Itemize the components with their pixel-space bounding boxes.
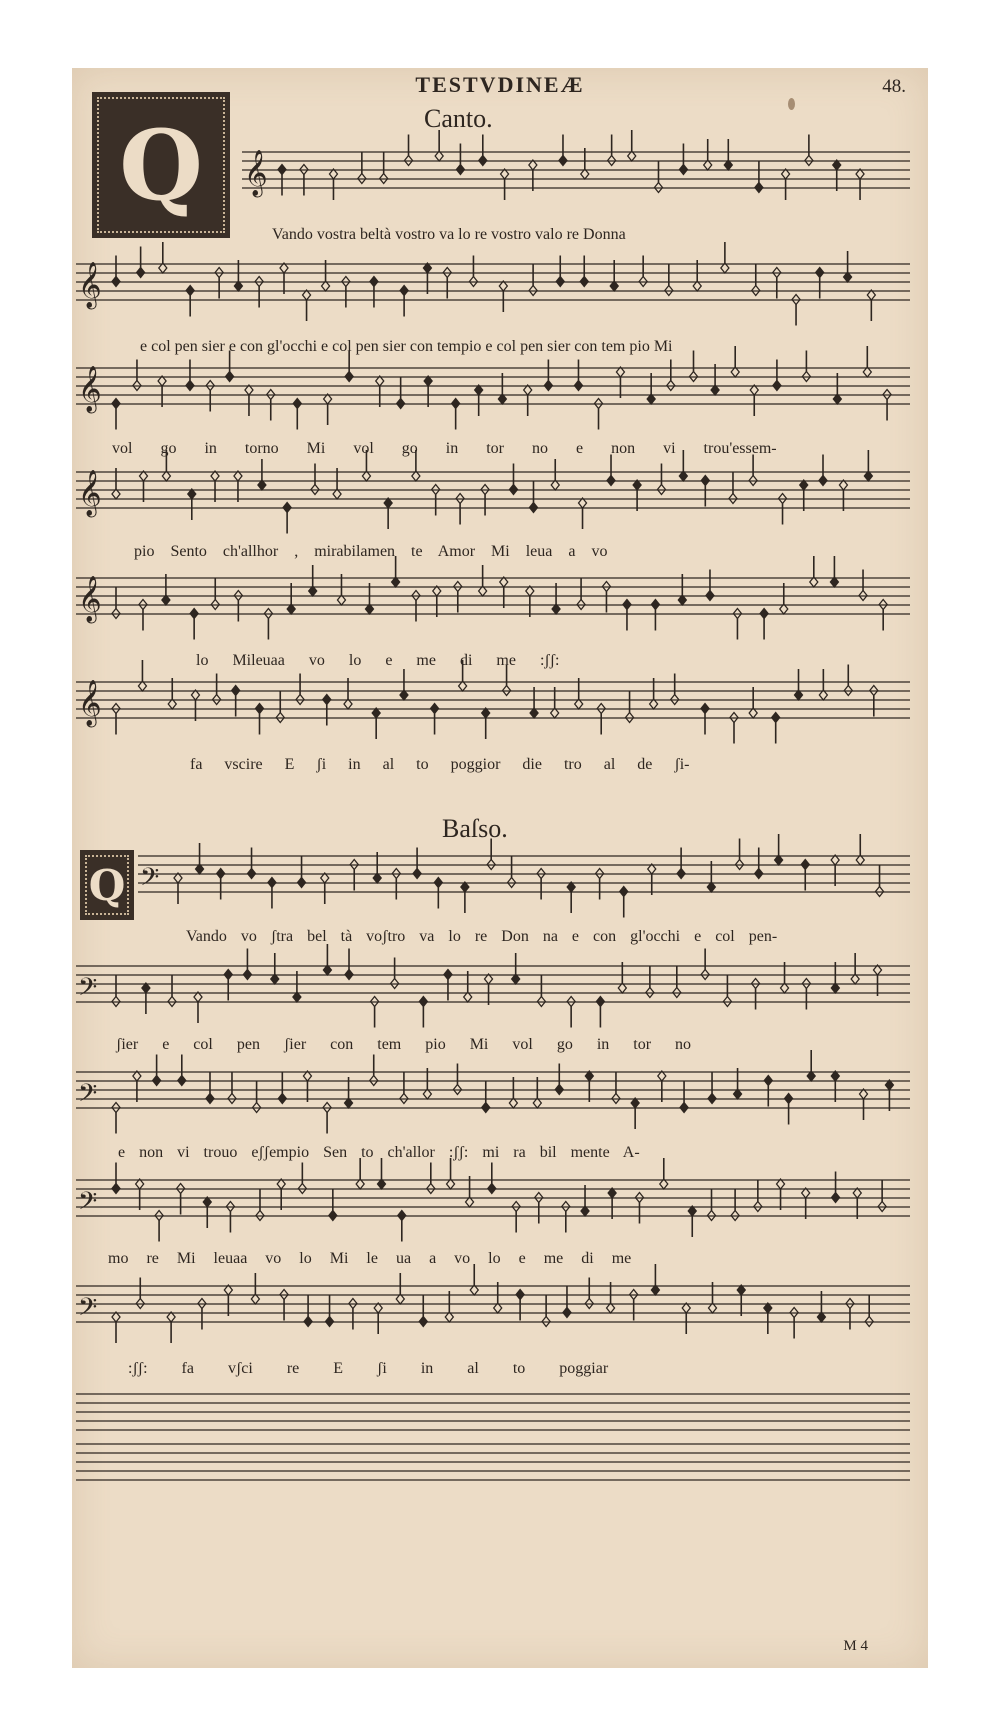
note-head [819, 476, 827, 486]
note-head [232, 686, 240, 696]
note-head [178, 1076, 186, 1086]
note-head [677, 869, 685, 879]
bass-clef-icon: 𝄢 [140, 863, 160, 898]
note-head [623, 600, 631, 610]
note-head [452, 399, 460, 409]
note-head [345, 970, 353, 980]
note-head [760, 609, 768, 619]
note-head [323, 695, 331, 705]
staff [76, 556, 910, 640]
note-head [256, 704, 264, 714]
staff [76, 944, 910, 1028]
note-head [226, 372, 234, 382]
note-head [772, 713, 780, 723]
note-head [431, 704, 439, 714]
note-head [112, 277, 120, 287]
note-head [832, 1193, 840, 1203]
note-head [651, 600, 659, 610]
staff [76, 450, 910, 534]
note-head [580, 277, 588, 287]
music-staves [72, 68, 928, 1668]
treble-clef-icon: 𝄞 [78, 470, 102, 516]
note-head [186, 286, 194, 296]
note-head [293, 399, 301, 409]
note-head [278, 165, 286, 175]
staff [76, 346, 910, 430]
note-head [556, 277, 564, 287]
note-head [620, 887, 628, 897]
staff [76, 1158, 910, 1242]
note-head [701, 476, 709, 486]
note-head [444, 970, 452, 980]
lyric-text: e non vi trouo eʃʃempio Sen to ch'allor :ʃʃ: mi ra bil mente A- [118, 1144, 640, 1161]
treble-clef-icon: 𝄞 [78, 262, 102, 308]
note-head [243, 970, 251, 980]
lyric-text: lo Mileuaa vo lo e me di me :ʃʃ: [196, 652, 560, 669]
note-head [326, 1317, 334, 1327]
treble-clef-icon: 𝄞 [244, 150, 268, 196]
note-head [298, 878, 306, 888]
note-head [397, 399, 405, 409]
note-head [153, 1076, 161, 1086]
note-head [607, 476, 615, 486]
staff [76, 1050, 910, 1134]
note-head [413, 869, 421, 879]
staff [76, 242, 910, 326]
note-head [304, 1317, 312, 1327]
note-head [706, 591, 714, 601]
note-head [224, 970, 232, 980]
note-head [516, 1290, 524, 1300]
note-head [370, 277, 378, 287]
note-head [773, 381, 781, 391]
note-head [785, 1094, 793, 1104]
note-head [555, 1085, 563, 1095]
bass-clef-icon: 𝄢 [78, 1187, 98, 1222]
note-head [563, 1308, 571, 1318]
staff [242, 130, 910, 200]
treble-clef-icon: 𝄞 [78, 680, 102, 726]
running-title: TESTVDINEÆ [415, 72, 585, 97]
note-head [283, 503, 291, 513]
note-head [398, 1211, 406, 1221]
note-head [190, 609, 198, 619]
note-head [137, 268, 145, 278]
note-head [345, 372, 353, 382]
note-head [596, 997, 604, 1007]
staff [76, 1444, 910, 1480]
note-head [217, 869, 225, 879]
bass-clef-icon: 𝄢 [78, 973, 98, 1008]
note-head [419, 997, 427, 1007]
note-head [278, 1094, 286, 1104]
signature-mark: M 4 [843, 1638, 868, 1654]
lyric-text: pio Sento ch'allhor , mirabilamen te Amor Mi leua a vo [134, 543, 608, 560]
canto-initial-letter: Q [119, 108, 203, 222]
lyric-text: vol go in torno Mi vol go in tor no e non vi trou'essem- [112, 440, 777, 457]
note-head [679, 165, 687, 175]
lyric-text: fa vscire E ʃi in al to poggior die tro al de ʃi- [190, 756, 690, 773]
note-head [708, 1094, 716, 1104]
basso-title: Baſso. [442, 814, 508, 843]
lyric-text: Vando vo ʃtra bel tà voʃtro va lo re Don na e con gl'occhi e col pen- [186, 928, 778, 945]
treble-clef-icon: 𝄞 [78, 576, 102, 622]
staff [138, 834, 910, 918]
note-head [701, 704, 709, 714]
lyric-text: e col pen sier e con gl'occhi e col pen sier con tempio e col pen sier con tem pio Mi [140, 338, 673, 355]
note-head [482, 1103, 490, 1113]
note-head [419, 1317, 427, 1327]
staff [76, 1394, 910, 1430]
treble-clef-icon: 𝄞 [78, 366, 102, 412]
note-head [329, 1211, 337, 1221]
note-head [680, 1103, 688, 1113]
staff [76, 1264, 910, 1343]
note-head [206, 1094, 214, 1104]
bass-clef-icon: 𝄢 [78, 1293, 98, 1328]
note-head [456, 165, 464, 175]
note-head [755, 869, 763, 879]
note-head [574, 381, 582, 391]
staff [76, 660, 910, 744]
note-head [816, 268, 824, 278]
bass-clef-icon: 𝄢 [78, 1079, 98, 1114]
lyric-text: mo re Mi leuaa vo lo Mi le ua a vo lo e me di me [108, 1250, 632, 1267]
note-head [488, 1184, 496, 1194]
note-head [479, 156, 487, 166]
book-page [72, 68, 928, 1668]
note-head [248, 869, 256, 879]
note-head [509, 485, 517, 495]
note-head [268, 878, 276, 888]
note-head [764, 1076, 772, 1086]
lyric-text: ʃier e col pen ʃier con tem pio Mi vol go in tor no [116, 1036, 692, 1053]
note-head [400, 286, 408, 296]
note-head [544, 381, 552, 391]
note-head [434, 878, 442, 888]
page-number: 48. [882, 76, 906, 97]
lyric-text: Vando vostra beltà vostro va lo re vostro valo re Donna [272, 226, 626, 243]
note-head [801, 860, 809, 870]
canto-title: Canto. [424, 104, 493, 133]
note-head [755, 183, 763, 193]
lyric-text: :ʃʃ: fa vʃci re E ʃi in al to poggiar [128, 1360, 609, 1377]
note-head [112, 1184, 120, 1194]
basso-initial-letter: Q [88, 860, 126, 910]
note-head [112, 399, 120, 409]
note-head [559, 156, 567, 166]
note-head [186, 381, 194, 391]
note-head [529, 503, 537, 513]
